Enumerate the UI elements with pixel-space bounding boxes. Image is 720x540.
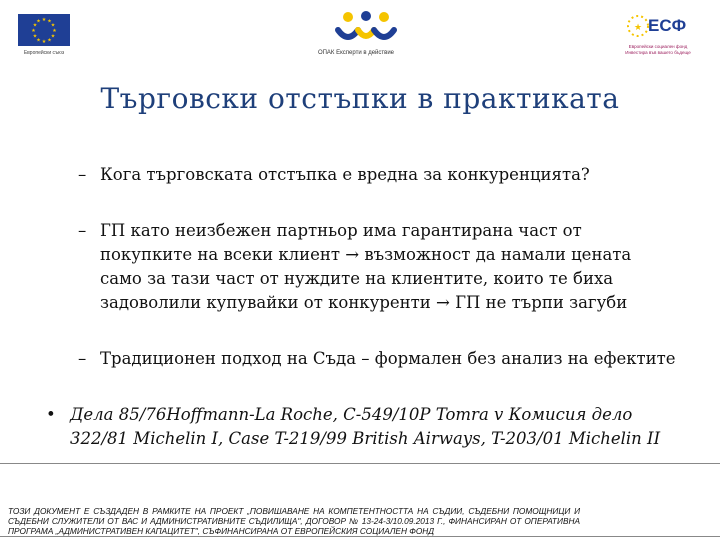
dash-marker: – xyxy=(78,349,87,368)
esf-caption xyxy=(620,44,696,56)
svg-text:★: ★ xyxy=(32,22,38,29)
esf-caption-line-1: Европейски социален фонд xyxy=(628,44,688,49)
bullet-marker: • xyxy=(46,405,56,424)
svg-text:★: ★ xyxy=(634,23,643,33)
svg-text:★: ★ xyxy=(32,33,38,40)
dash-marker: – xyxy=(78,165,87,184)
svg-text:★: ★ xyxy=(41,39,47,45)
esf-logo-text: ЕСФ xyxy=(648,16,687,35)
footer-divider xyxy=(0,463,720,464)
list-item xyxy=(78,163,678,187)
list-item xyxy=(46,403,686,451)
page-title: Търговски отстъпки в практиката xyxy=(100,82,620,115)
footer-text: ТОЗИ ДОКУМЕНТ Е СЪЗДАДЕН В РАМКИТЕ НА ПРОЕКТ „ПОВИШАВАНЕ НА КОМПЕТЕНТНОСТТА НА СЪДИИ, СЪДЕБНИ ПОМОЩНИЦИ И СЪДЕБНИ СЛУЖИТЕЛИ ОТ ВАС И АДМИНИСТРАТИВНИТЕ СЪДИЛИЩА", ДОГОВОР № 13-24-3/10.09.2013 Г., ФИНАНСИРАН ОТ ОПЕРАТИВНА ПРОГРАМА „АДМИНИСТРАТИВЕН КАПАЦИТЕТ", СЪФИНАНСИРАНА ОТ ЕВРОПЕЙСКИЯ СОЦИАЛЕН ФОНД xyxy=(8,506,580,536)
eu-caption: Европейски съюз xyxy=(23,50,65,56)
dash-marker: – xyxy=(78,221,87,240)
list-item-text: Традиционен подход на Съда – формален без анализ на ефектите xyxy=(100,349,676,368)
list-item xyxy=(78,219,678,315)
svg-text:★: ★ xyxy=(52,28,57,34)
svg-text:★: ★ xyxy=(50,22,56,29)
svg-text:★: ★ xyxy=(47,37,52,44)
list-item-text: Дела 85/76Hoffmann-La Roche, C-549/10P Tomra v Комисия дело 322/81 Michelin I, Case T-219/99 British Airways, T-203/01 Michelin II xyxy=(70,405,661,448)
eu-stars-icon xyxy=(18,14,70,46)
svg-text:★: ★ xyxy=(36,18,41,25)
svg-text:★: ★ xyxy=(47,18,52,25)
opak-logo xyxy=(326,8,406,48)
esf-logo xyxy=(624,12,688,48)
footer-bottom-divider xyxy=(0,536,720,537)
svg-text:★: ★ xyxy=(31,28,36,34)
opak-caption: ОПАК Експерти в действие xyxy=(317,50,395,56)
opak-figures-icon xyxy=(326,8,406,48)
svg-text:★: ★ xyxy=(50,33,56,40)
list-item-text: Кога търговската отстъпка е вредна за конкуренцията? xyxy=(100,165,590,184)
esf-caption-line-2: Инвестира във вашето бъдеще xyxy=(625,50,691,55)
svg-text:★: ★ xyxy=(36,37,41,44)
list-item-text: ГП като неизбежен партньор има гарантирана част от покупките на всеки клиент → възможност да намали цената само за тази част от нуждите на клиентите, които те биха задоволили купувайки от конкуренти → ГП не търпи загуби xyxy=(100,221,632,312)
list-item xyxy=(78,347,678,371)
eu-flag-logo xyxy=(18,14,70,46)
svg-text:★: ★ xyxy=(41,17,47,23)
